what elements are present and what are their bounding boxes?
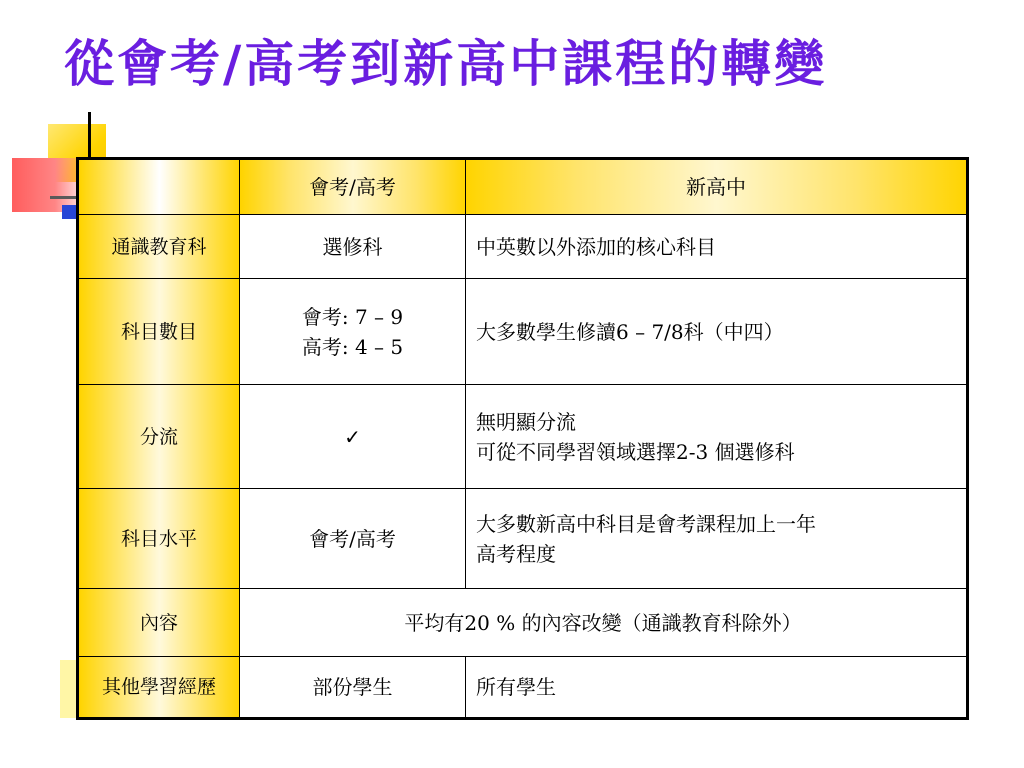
- table-row: [78, 657, 968, 719]
- row-label: 分流: [78, 385, 240, 489]
- cell-old-line: 高考: 4 – 5: [301, 334, 404, 359]
- cell-old-line: 會考: 7 – 9: [301, 304, 404, 329]
- cell-new: [466, 489, 968, 589]
- header-cell-old-exam: 會考/高考: [240, 159, 466, 215]
- row-label: 科目水平: [78, 489, 240, 589]
- table-row: [78, 385, 968, 489]
- header-corner-cell: [78, 159, 240, 215]
- cell-old: 部份學生: [240, 657, 466, 719]
- table-row: [78, 279, 968, 385]
- cell-new: 中英數以外添加的核心科目: [466, 215, 968, 279]
- table-row: [78, 589, 968, 657]
- row-label: 內容: [78, 589, 240, 657]
- cell-old: 選修科: [240, 215, 466, 279]
- table-header-row: [78, 159, 968, 215]
- cell-new: 大多數學生修讀6 – 7/8科（中四）: [466, 279, 968, 385]
- comparison-table: [76, 157, 969, 720]
- cell-new-line: 無明顯分流: [476, 409, 576, 434]
- decorative-blue-square: [62, 205, 76, 219]
- cell-new-line: 大多數新高中科目是會考課程加上一年: [476, 511, 816, 536]
- cell-merged: 平均有20 % 的內容改變（通識教育科除外）: [240, 589, 968, 657]
- cell-old: 會考/高考: [240, 489, 466, 589]
- row-label: 科目數目: [78, 279, 240, 385]
- check-icon: ✓: [240, 385, 466, 489]
- cell-new-line: 高考程度: [476, 541, 556, 566]
- slide-title: 從會考/高考到新高中課程的轉變: [64, 34, 828, 93]
- table-row: [78, 215, 968, 279]
- cell-new-line: 可從不同學習領域選擇2-3 個選修科: [476, 439, 795, 464]
- row-label: 其他學習經歷: [78, 657, 240, 719]
- cell-old: [240, 279, 466, 385]
- table-row: [78, 489, 968, 589]
- row-label: 通識教育科: [78, 215, 240, 279]
- cell-new: 所有學生: [466, 657, 968, 719]
- header-cell-nss: 新高中: [466, 159, 968, 215]
- cell-new: [466, 385, 968, 489]
